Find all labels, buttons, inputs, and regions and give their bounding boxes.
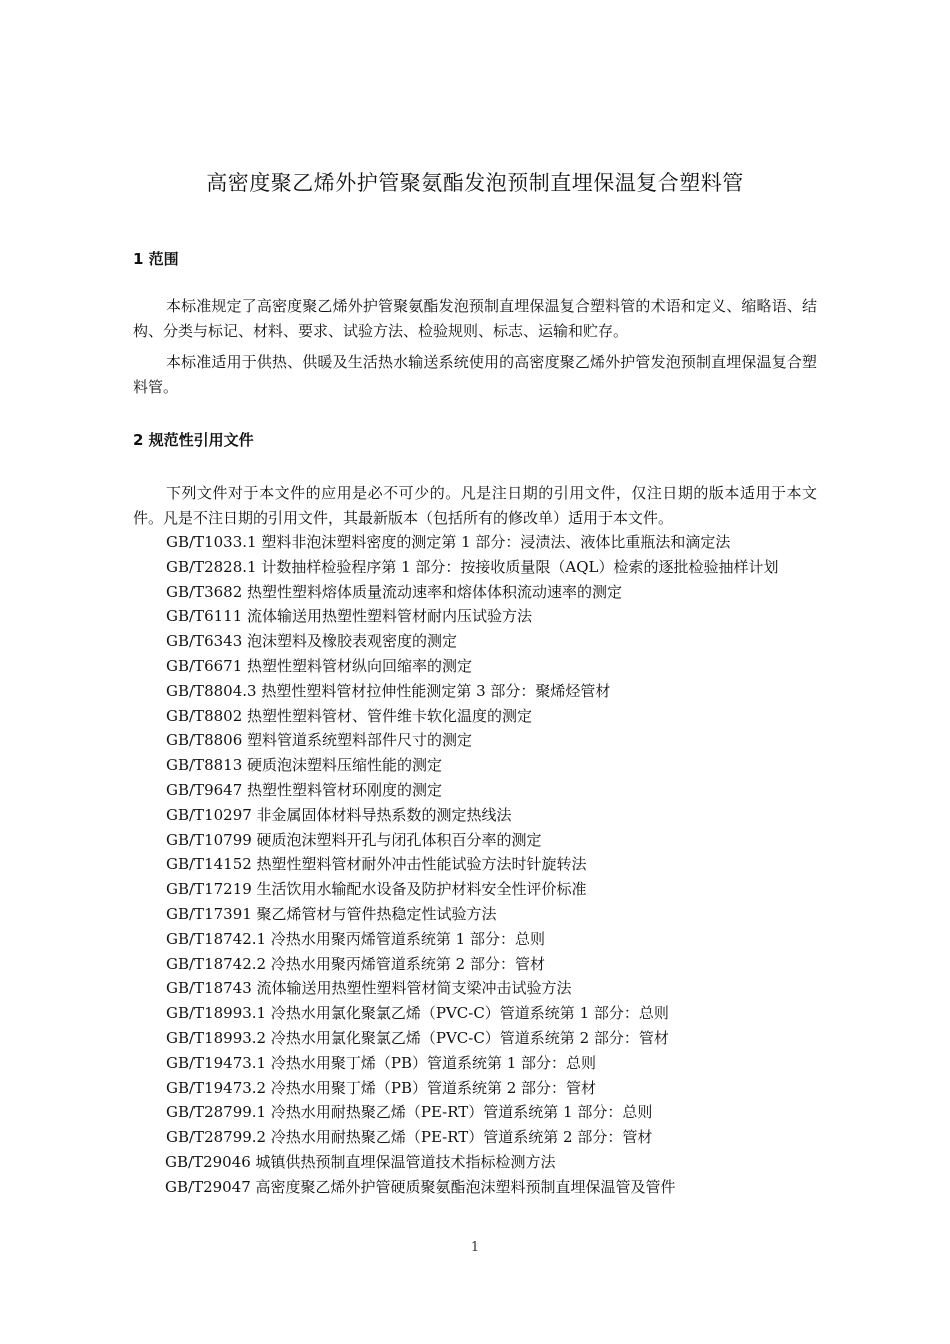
scope-paragraph-2: 本标准适用于供热、供暖及生活热水输送系统使用的高密度聚乙烯外护管发泡预制直埋保温复合塑料管。 — [133, 353, 817, 396]
reference-item: GB/T19473.1 冷热水用聚丁烯（PB）管道系统第 1 部分：总则 — [166, 1053, 597, 1072]
reference-item: GB/T2828.1 计数抽样检验程序第 1 部分：按接收质量限（AQL）检索的逐批检验抽样计划 — [166, 557, 779, 576]
document-title: 高密度聚乙烯外护管聚氨酯发泡预制直埋保温复合塑料管 — [206, 171, 744, 195]
reference-item: GB/T28799.1 冷热水用耐热聚乙烯（PE-RT）管道系统第 1 部分：总则 — [166, 1103, 653, 1122]
scope-paragraph-1: 本标准规定了高密度聚乙烯外护管聚氨酯发泡预制直埋保温复合塑料管的术语和定义、缩略语、结构、分类与标记、材料、要求、试验方法、检验规则、标志、运输和贮存。 — [133, 297, 817, 340]
reference-item: GB/T1033.1 塑料非泡沫塑料密度的测定第 1 部分：浸渍法、液体比重瓶法和滴定法 — [166, 533, 731, 551]
reference-item: GB/T6111 流体输送用热塑性塑料管材耐内压试验方法 — [166, 607, 533, 626]
reference-item: GB/T29047 高密度聚乙烯外护管硬质聚氨酯泡沫塑料预制直埋保温管及管件 — [165, 1177, 676, 1196]
reference-item: GB/T29046 城镇供热预制直埋保温管道技术指标检测方法 — [165, 1152, 556, 1171]
reference-item: GB/T6343 泡沫塑料及橡胶表观密度的测定 — [166, 632, 458, 651]
reference-item: GB/T9647 热塑性塑料管材环刚度的测定 — [166, 780, 443, 799]
reference-item: GB/T10799 硬质泡沫塑料开孔与闭孔体积百分率的测定 — [166, 830, 542, 849]
reference-item: GB/T18993.2 冷热水用氯化聚氯乙烯（PVC-C）管道系统第 2 部分：管材 — [166, 1028, 669, 1047]
reference-item: GB/T28799.2 冷热水用耐热聚乙烯（PE-RT）管道系统第 2 部分：管材 — [166, 1128, 653, 1147]
reference-item: GB/T8813 硬质泡沫塑料压缩性能的测定 — [166, 756, 443, 775]
reference-item: GB/T18742.1 冷热水用聚丙烯管道系统第 1 部分：总则 — [166, 929, 545, 948]
reference-item: GB/T6671 热塑性塑料管材纵向回缩率的测定 — [166, 656, 473, 675]
reference-item: GB/T8804.3 热塑性塑料管材拉伸性能测定第 3 部分：聚烯烃管材 — [166, 681, 611, 700]
reference-item: GB/T17219 生活饮用水输配水设备及防护材料安全性评价标准 — [166, 880, 587, 899]
reference-item: GB/T8806 塑料管道系统塑料部件尺寸的测定 — [166, 731, 473, 750]
reference-item: GB/T10297 非金属固体材料导热系数的测定热线法 — [166, 805, 512, 824]
reference-item: GB/T14152 热塑性塑料管材耐外冲击性能试验方法时针旋转法 — [166, 855, 587, 874]
reference-item: GB/T3682 热塑性塑料熔体质量流动速率和熔体体积流动速率的测定 — [166, 582, 623, 601]
section-heading-normative-references: 2 规范性引用文件 — [133, 431, 254, 449]
section-heading-scope: 1 范围 — [133, 250, 179, 268]
page-number: 1 — [470, 1240, 480, 1255]
reference-list — [166, 530, 816, 1200]
references-intro-paragraph: 下列文件对于本文件的应用是必不可少的。凡是注日期的引用文件，仅注日期的版本适用于本文件。凡是不注日期的引用文件，其最新版本（包括所有的修改单）适用于本文件。 — [133, 484, 817, 527]
reference-item: GB/T18743 流体输送用热塑性塑料管材简支梁冲击试验方法 — [166, 979, 572, 998]
reference-item: GB/T18993.1 冷热水用氯化聚氯乙烯（PVC-C）管道系统第 1 部分：总则 — [166, 1004, 669, 1023]
reference-item: GB/T8802 热塑性塑料管材、管件维卡软化温度的测定 — [166, 706, 533, 725]
reference-item: GB/T18742.2 冷热水用聚丙烯管道系统第 2 部分：管材 — [166, 954, 545, 973]
reference-item: GB/T19473.2 冷热水用聚丁烯（PB）管道系统第 2 部分：管材 — [166, 1078, 597, 1097]
reference-item: GB/T17391 聚乙烯管材与管件热稳定性试验方法 — [166, 904, 497, 923]
